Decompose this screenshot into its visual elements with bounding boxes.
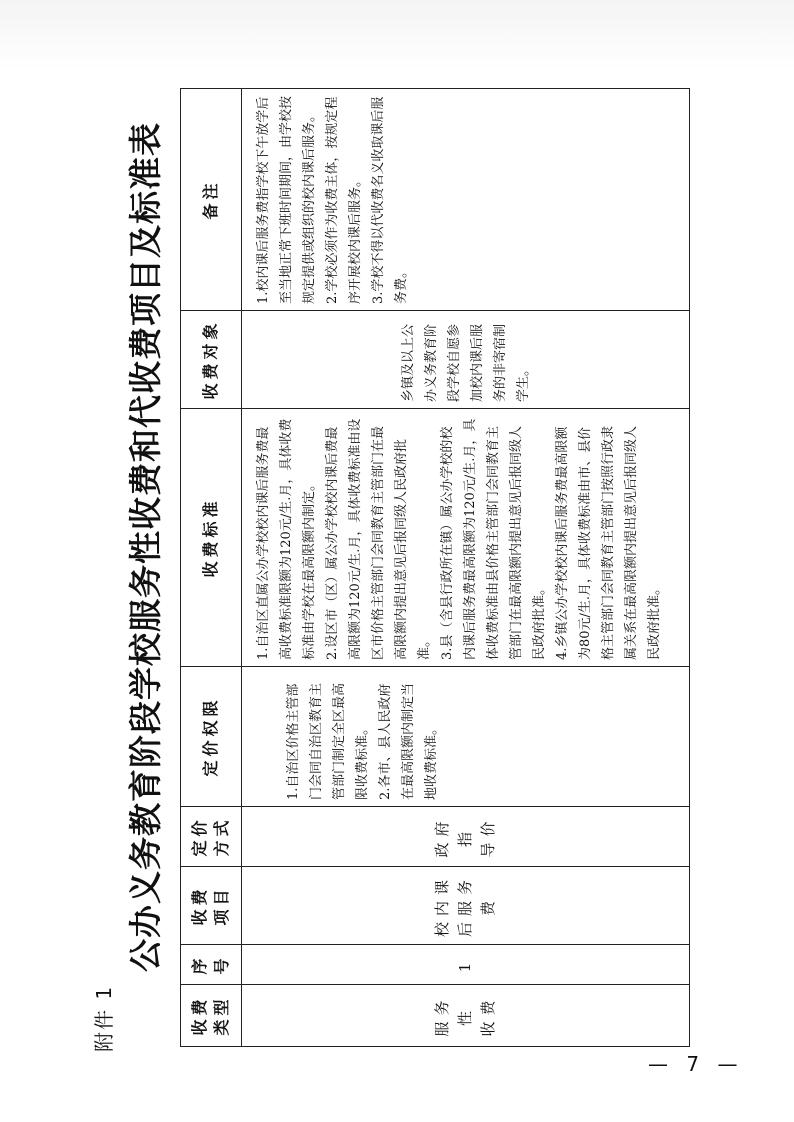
standard-item-2: 2.设区市（区）属公办学校校内课后费最高限额为120元/生.月，具体收费标准由设区市价格主管部门会同教育主管部门在最高限额内提出意见后报同级人民政府批准。 <box>325 418 432 660</box>
header-fee-object: 收费对象 <box>181 311 242 409</box>
cell-remarks <box>242 89 690 311</box>
fee-standard-table <box>180 88 690 1047</box>
header-pricing-authority: 定价权限 <box>181 667 242 807</box>
header-serial-number: 序 号 <box>181 945 242 985</box>
header-fee-item: 收费 项目 <box>181 867 242 945</box>
header-fee-type: 收费 类型 <box>181 985 242 1047</box>
annex-label: 附件 1 <box>92 984 116 1052</box>
cell-fee-object: 乡镇及以上公办义务教育阶段学校自愿参加校内课后服务的非寄宿制学生。 <box>242 311 690 409</box>
document-title: 公办义务教育阶段学校服务性收费和代收费项目及标准表 <box>126 122 165 972</box>
table-row <box>242 89 690 1047</box>
table-header-row <box>181 89 242 1047</box>
standard-item-3: 3.县（含县行政所在镇）属公办学校的校内课后服务费最高限额为120元/生.月，具体收费标准由县价格主管部门会同教育主管部门在最高限额内提出意见后报同级人民政府批准。 <box>440 418 547 660</box>
cell-fee-standard <box>242 409 690 667</box>
cell-pricing-method: 政府指 导价 <box>242 807 690 867</box>
remark-item-3: 3.学校不得以代收费名义收取课后服务费。 <box>371 96 409 304</box>
standard-item-4: 4.乡镇公办学校校内课后服务费最高限额为80元/生.月，具体收费标准由市、县价格主管部门会同教育主管部门按照行政隶属关系在最高限额内提出意见后报同级人民政府批准。 <box>555 425 662 660</box>
header-fee-standard: 收费标准 <box>181 409 242 667</box>
cell-fee-type: 服务性 收费 <box>242 985 690 1047</box>
cell-fee-item: 校内课 后服务 费 <box>242 867 690 945</box>
standard-item-1: 1.自治区直属公办学校校内课后服务费最高收费标准限额为120元/生.月，具体收费标准由学校在最高限额内制定。 <box>256 418 317 660</box>
header-remarks: 备注 <box>181 89 242 311</box>
header-pricing-method: 定价 方式 <box>181 807 242 867</box>
remark-item-2: 2.学校必须作为收费主体，按规定程序开展校内课后服务。 <box>325 96 363 304</box>
cell-pricing-authority: 1.自治区价格主管部门会同自治区教育主管部门制定全区最高限收费标准。 2.各市、县人民政府在最高限额内制定当地收费标准。 <box>242 667 690 807</box>
page-number: — 7 — <box>648 1052 744 1076</box>
remark-item-1: 1.校内课后服务费指学校下午放学后至当地正常下班时间期间，由学校按规定提供或组织的校内课后服务。 <box>256 95 317 304</box>
cell-serial-number: 1 <box>242 945 690 985</box>
